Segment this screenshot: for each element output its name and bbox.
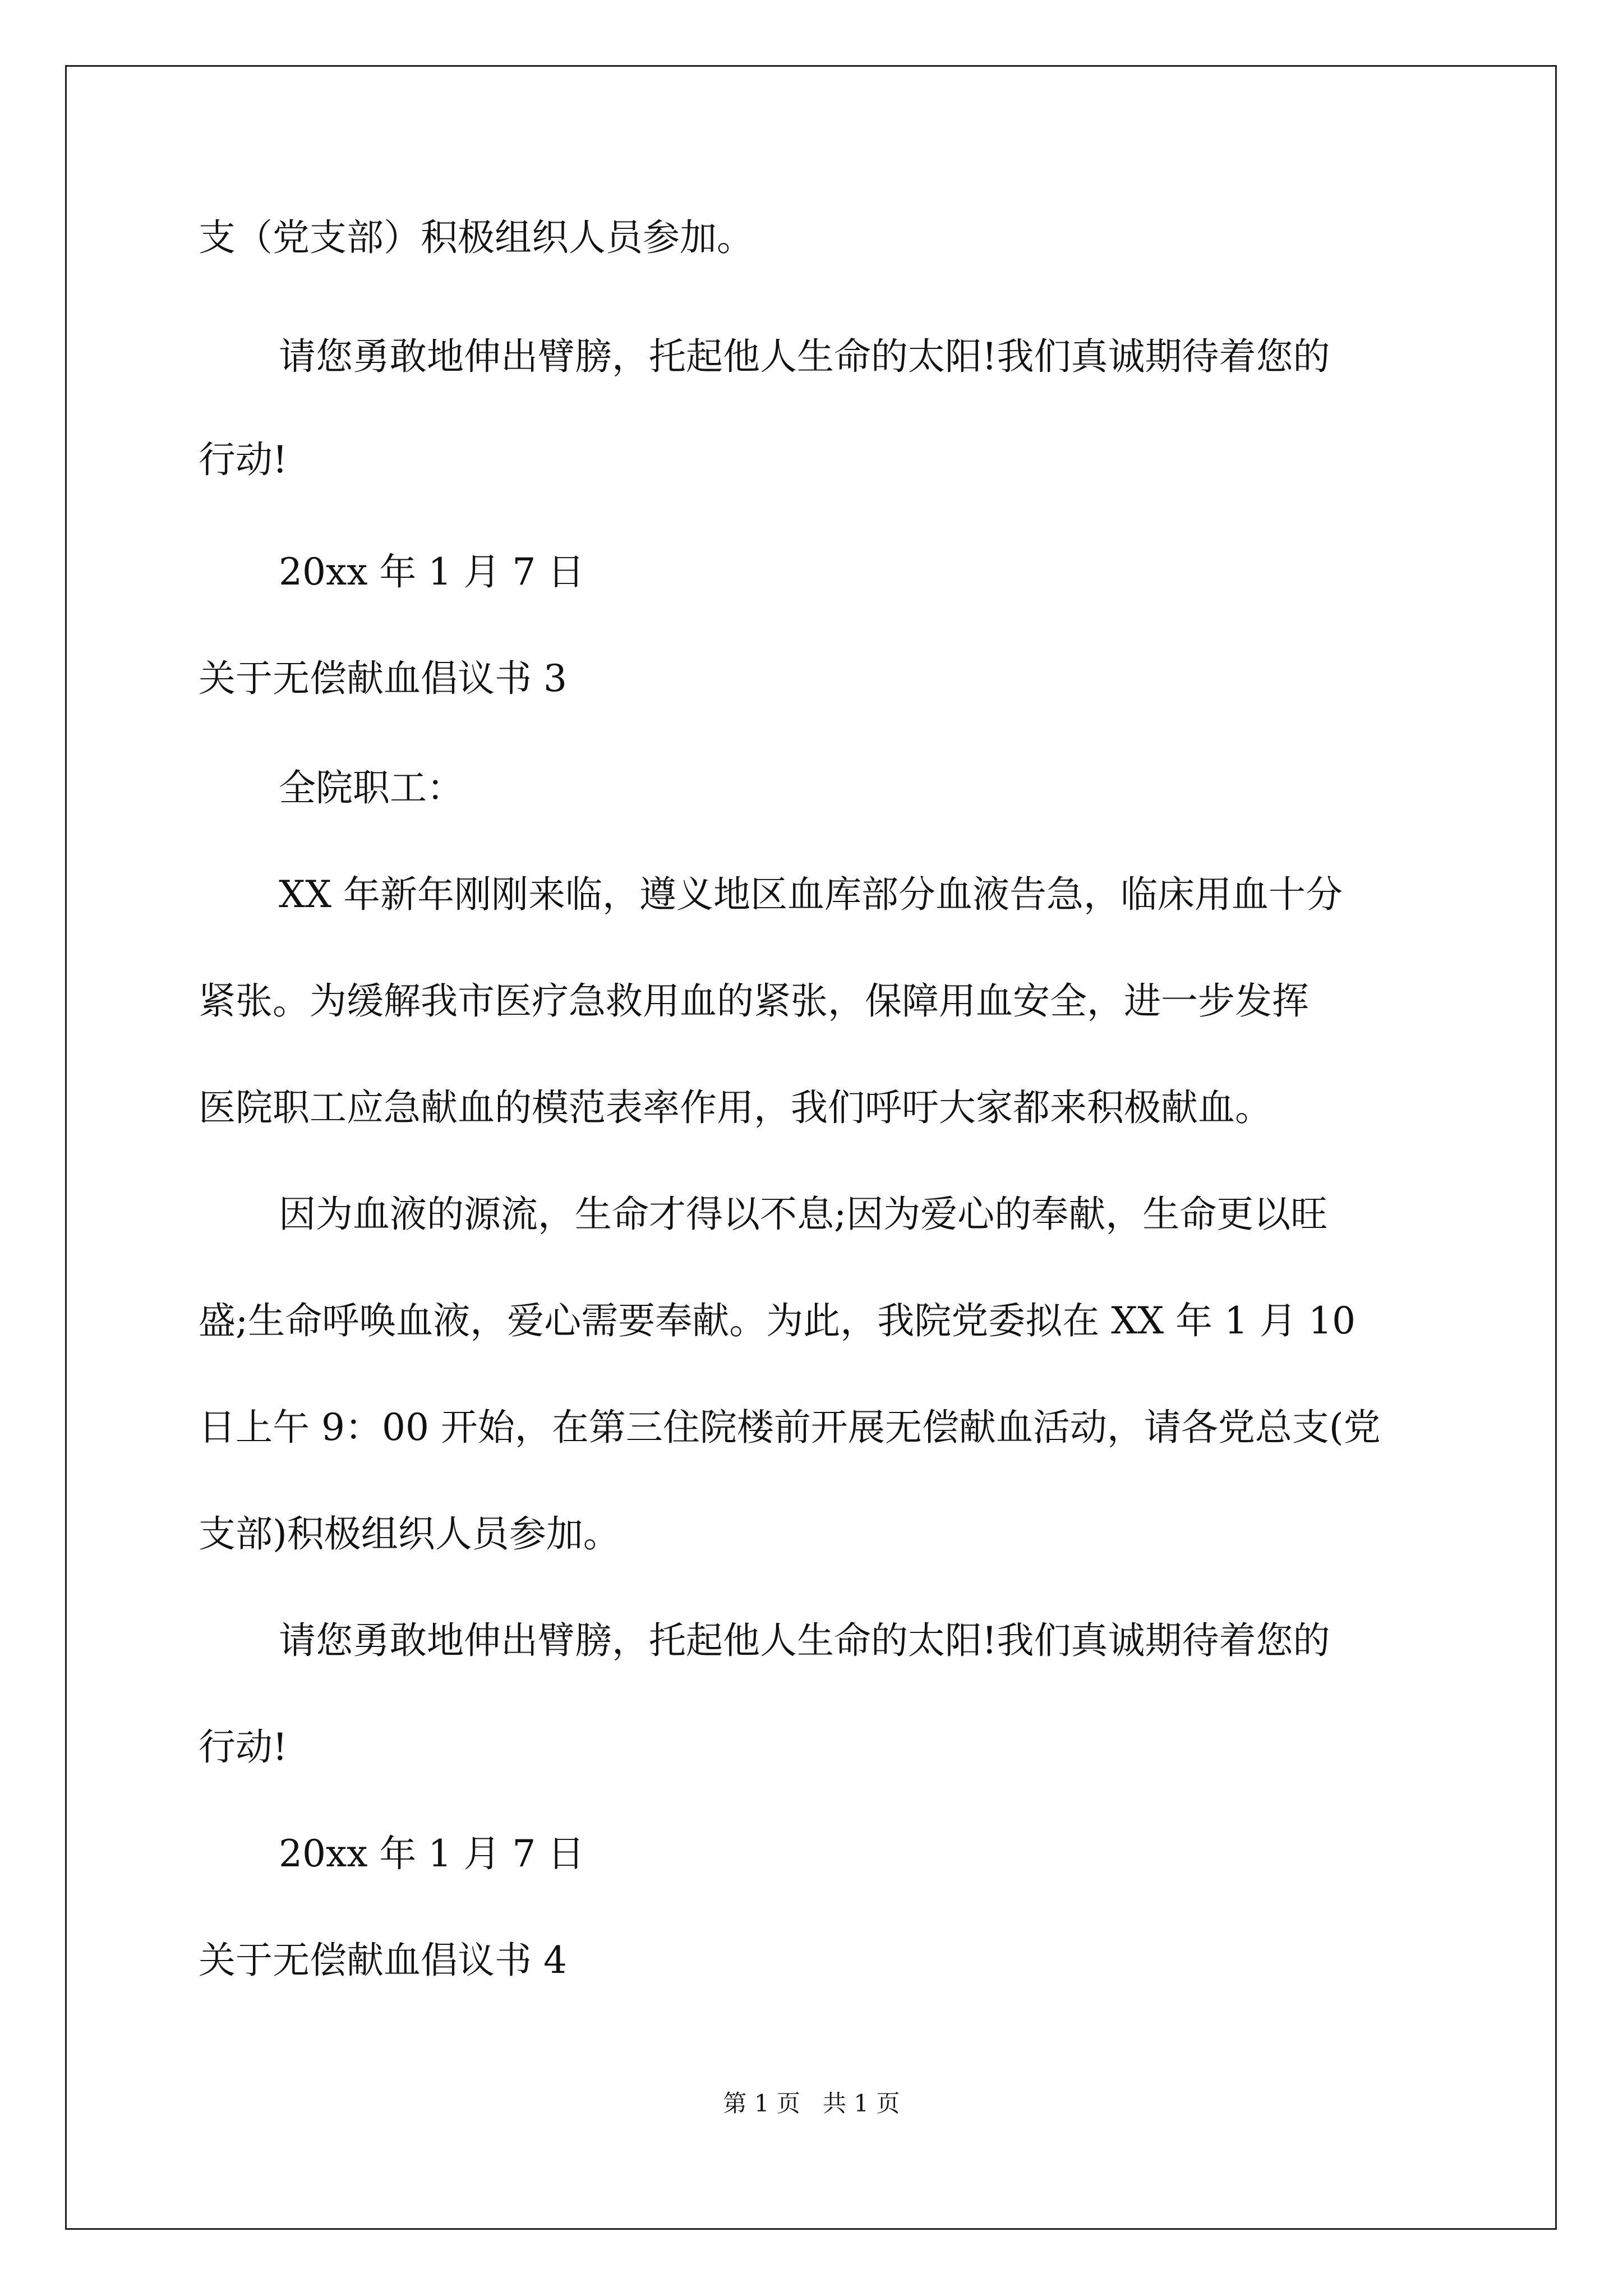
paragraph-line: 因为血液的源流，生命才得以不息;因为爱心的奉献，生命更以旺 bbox=[279, 1193, 1328, 1236]
paragraph-line: 盛;生命呼唤血液，爱心需要奉献。为此，我院党委拟在 XX 年 1 月 10 bbox=[199, 1299, 1356, 1342]
paragraph-line: 日上午 9：00 开始，在第三住院楼前开展无偿献血活动，请各党总支(党 bbox=[199, 1406, 1381, 1449]
paragraph-line: 行动! bbox=[199, 1726, 288, 1769]
paragraph-line: 紧张。为缓解我市医疗急救用血的紧张，保障用血安全，进一步发挥 bbox=[199, 979, 1309, 1023]
section-heading: 关于无偿献血倡议书 4 bbox=[199, 1939, 567, 1982]
paragraph-line: 医院职工应急献血的模范表率作用，我们呼吁大家都来积极献血。 bbox=[199, 1086, 1272, 1129]
date-line: 20xx 年 1 月 7 日 bbox=[279, 1832, 585, 1875]
paragraph-line: XX 年新年刚刚来临，遵义地区血库部分血液告急，临床用血十分 bbox=[279, 873, 1343, 916]
page-border bbox=[65, 65, 1557, 2230]
paragraph-line: 支部)积极组织人员参加。 bbox=[199, 1512, 620, 1556]
section-heading: 关于无偿献血倡议书 3 bbox=[199, 657, 567, 700]
date-line: 20xx 年 1 月 7 日 bbox=[279, 550, 585, 593]
salutation: 全院职工： bbox=[279, 766, 464, 809]
paragraph-line: 支（党支部）积极组织人员参加。 bbox=[199, 216, 754, 259]
page-footer: 第 1 页 共 1 页 bbox=[723, 2090, 900, 2117]
paragraph-line: 请您勇敢地伸出臂膀，托起他人生命的太阳!我们真诚期待着您的 bbox=[279, 335, 1330, 378]
paragraph-line: 行动! bbox=[199, 438, 288, 481]
paragraph-line: 请您勇敢地伸出臂膀，托起他人生命的太阳!我们真诚期待着您的 bbox=[279, 1619, 1330, 1662]
